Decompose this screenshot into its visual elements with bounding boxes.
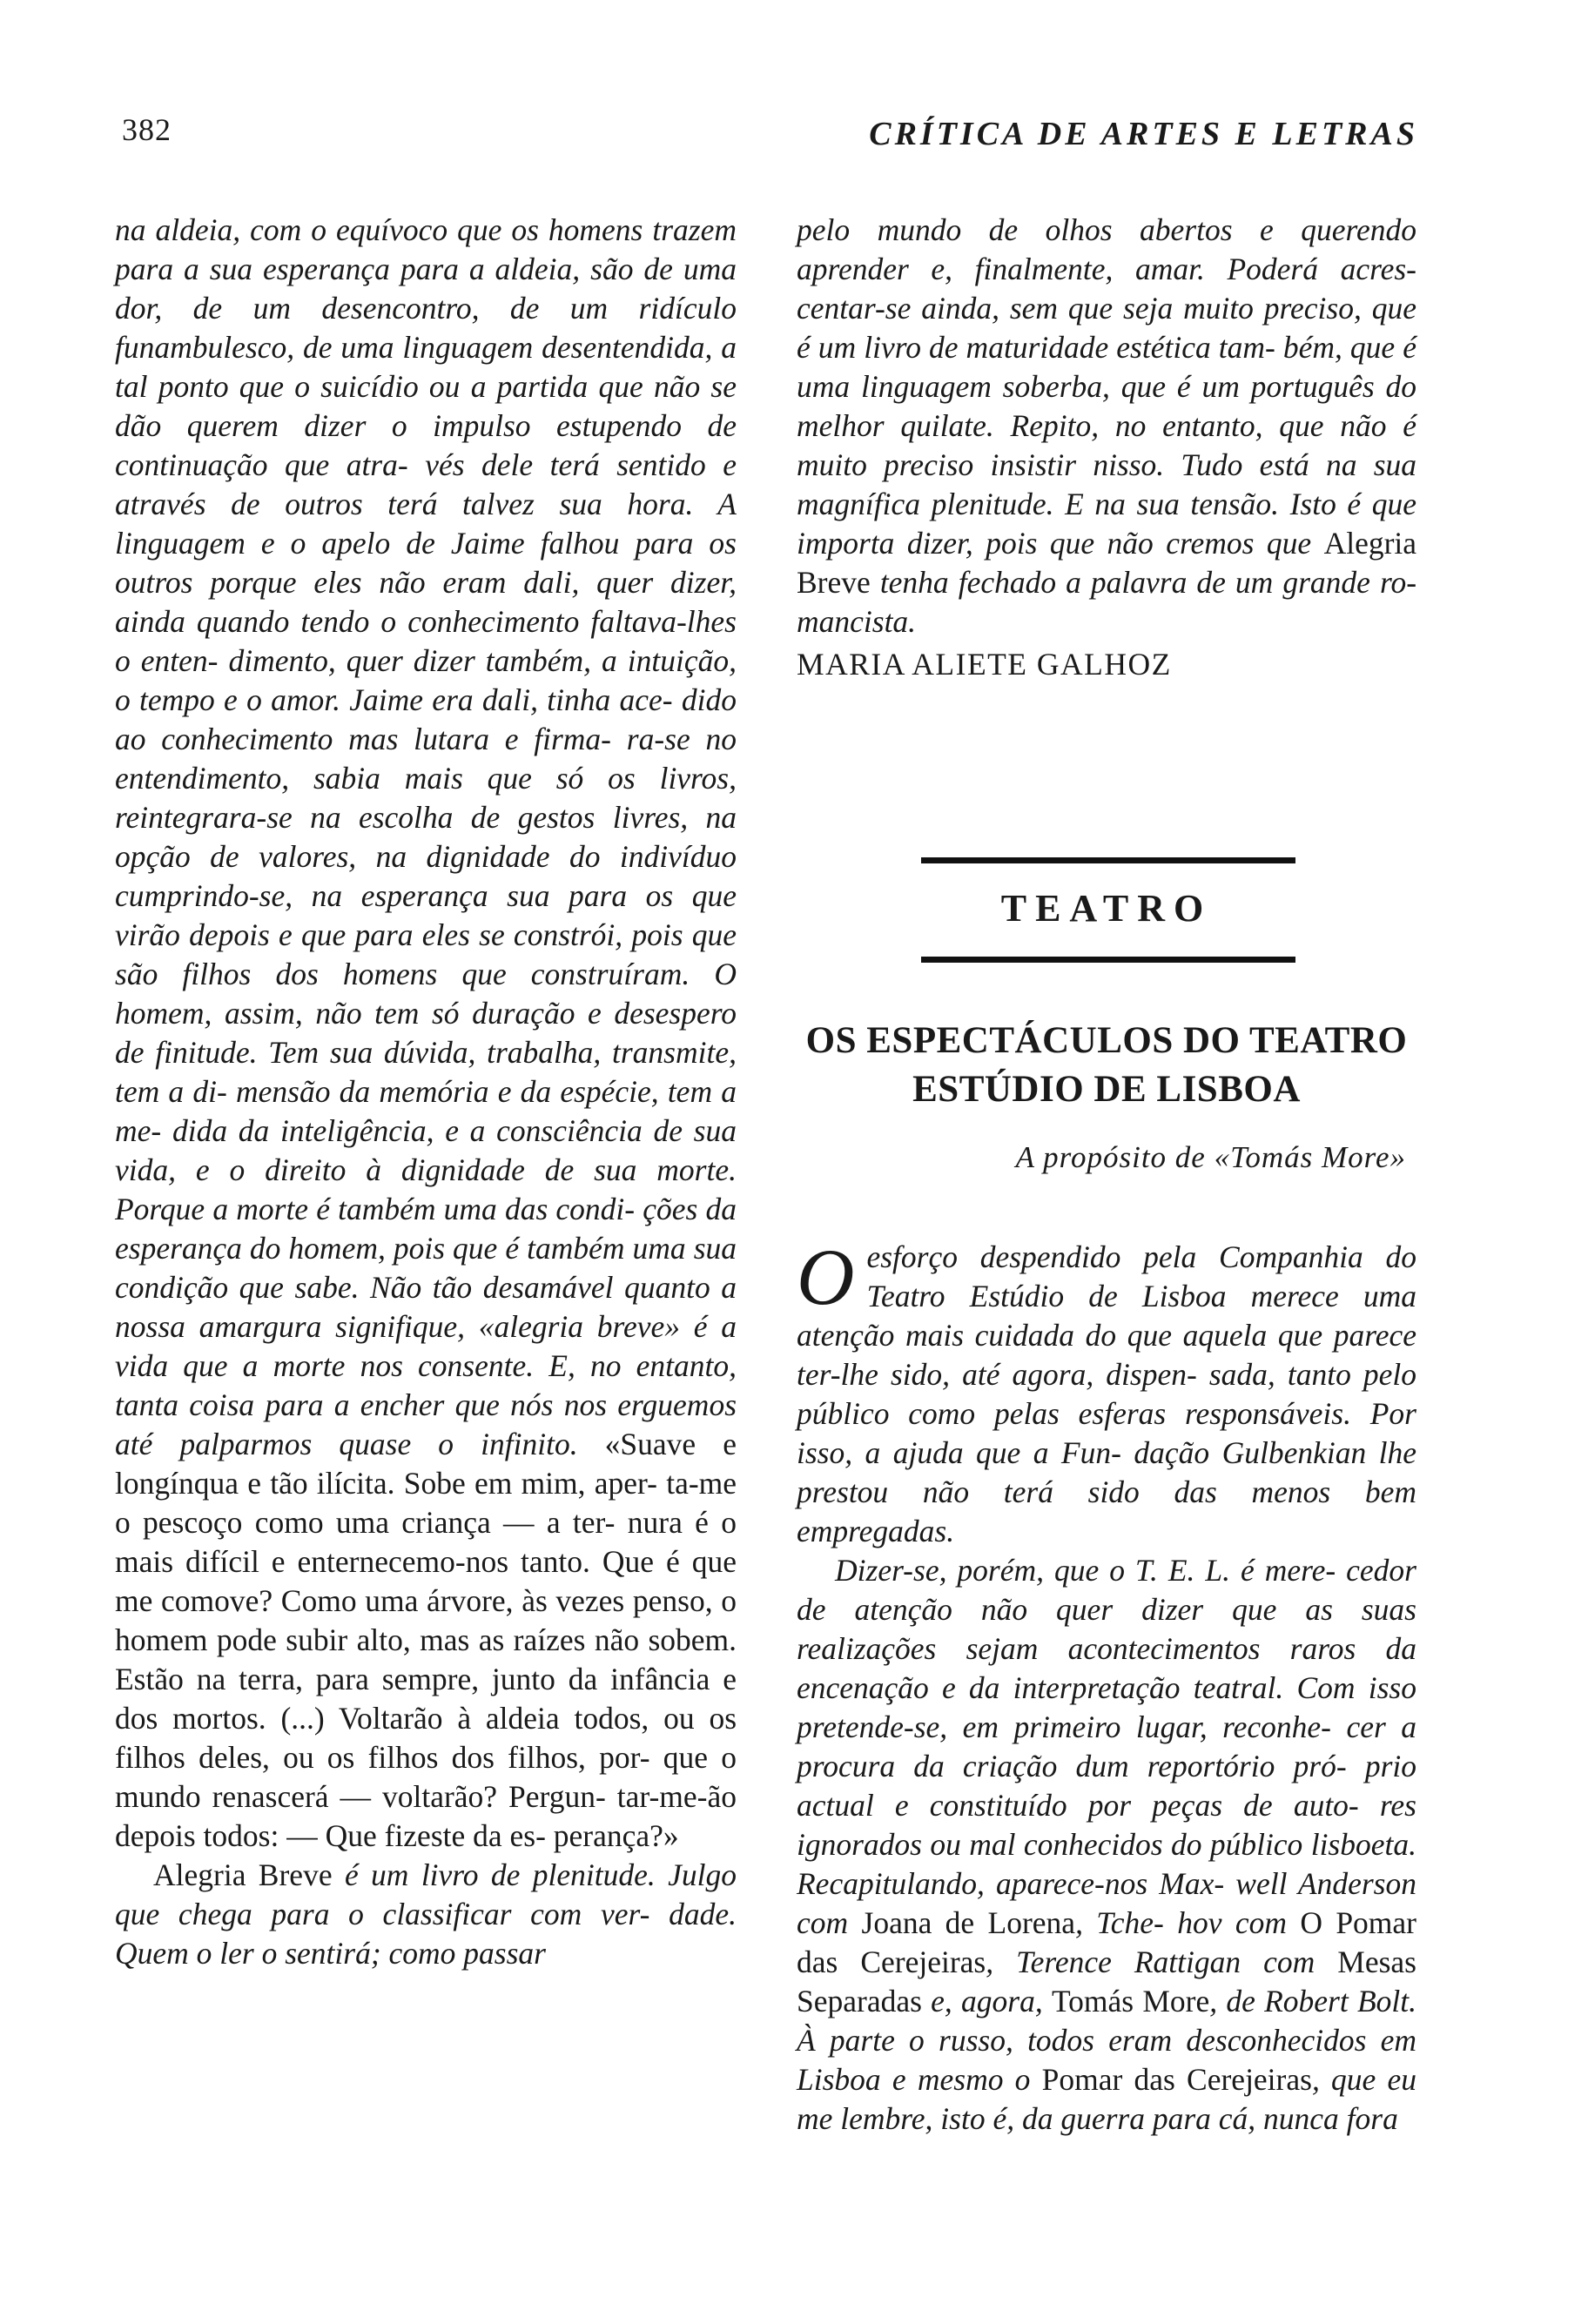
text-line: desentendida, a tal ponto que o suicídio ou: [115, 330, 737, 404]
text-line: vida, e o direito à dignidade de sua morte.: [115, 1152, 737, 1187]
text-line: bém, que é uma linguagem soberba, que é: [797, 330, 1416, 404]
text-line: terá talvez sua hora. A linguagem e o apelo: [115, 487, 737, 561]
text-line: encenação e da interpretação teatral. Com: [797, 1670, 1356, 1705]
text-line: sada, tanto pelo público como pelas esferas: [797, 1357, 1416, 1431]
text-line: atenção mais cuidada do que aquela: [797, 1318, 1268, 1353]
text-line: prio actual e constituído por peças de auto-: [797, 1749, 1416, 1823]
text-line: pois que não cremos que: [986, 526, 1324, 561]
text-line: só duração e desespero de finitude. Tem: [115, 996, 737, 1070]
text-line: lisboeta. Recapitulando, aparece-nos Max-: [797, 1827, 1416, 1901]
text-line: Rattigan com: [1134, 1945, 1338, 1979]
play-title: Pomar das Cerejeiras: [1041, 2062, 1312, 2097]
quote-line: árvore, às vezes penso, o homem pode subir: [115, 1583, 737, 1657]
text-line: até palparmos quase o infinito.: [115, 1427, 578, 1461]
text-line: esforço despendido pela Companhia do: [866, 1239, 1416, 1274]
article-body: [797, 1233, 1417, 2139]
text-line: é um livro de plenitude.: [332, 1857, 656, 1892]
text-line: impulso estupendo de continuação que atra-: [115, 408, 737, 482]
text-line: não eram dali, quer dizer, ainda quando: [115, 565, 737, 639]
text-line: centar-se ainda, sem que seja muito preciso,: [797, 291, 1362, 326]
author-signature: MARIA ALIETE GALHOZ: [797, 647, 1172, 682]
book-title: Alegria Breve: [153, 1857, 333, 1892]
text-line: aprender e, finalmente, amar. Poderá acres-: [797, 252, 1416, 286]
play-title: O Pomar das Cerejeiras: [797, 1905, 1416, 1979]
drop-cap: O: [797, 1233, 855, 1321]
text-line: dade. Quem o ler o sentirá; como passar: [115, 1897, 737, 1971]
running-head: CRÍTICA DE ARTES E LETRAS: [869, 116, 1418, 152]
headline-line: OS ESPECTÁCULOS DO TEATRO: [805, 1020, 1408, 1061]
quote-line: nura é o mais difícil e enternecemo-nos: [115, 1505, 737, 1579]
section-rule-bottom: [921, 957, 1295, 963]
text-line: well Anderson com: [797, 1866, 1416, 1940]
text-line: pelo mundo de olhos abertos e querendo: [797, 212, 1416, 247]
text-line: , de Robert Bolt. À parte o: [797, 1984, 1416, 2058]
text-line: sua dúvida, trabalha, transmite, tem a di-: [115, 1035, 737, 1109]
text-line: são de uma dor, de um desencontro, de um: [115, 252, 737, 326]
page-number: 382: [122, 112, 172, 147]
section-title: TEATRO: [1000, 887, 1213, 930]
quote-start: «Suave e: [604, 1427, 737, 1461]
text-line: mancista.: [797, 604, 917, 639]
article-subtitle: A propósito de «Tomás More»: [1015, 1140, 1406, 1174]
article-headline: [797, 1017, 1416, 1114]
text-line: se constrói, pois que são filhos dos homens: [115, 917, 737, 991]
text-line: e, agora,: [921, 1984, 1043, 2018]
text-line: de Jaime falhou para os outros porque eles: [115, 526, 737, 600]
text-line: lembre, isto é, da guerra para cá, nunca fora: [840, 2101, 1398, 2136]
play-title: Tomás More: [1051, 1984, 1210, 2018]
text-line: tendo o conhecimento faltava-lhes o enten-: [115, 604, 737, 678]
quote-line: mortos. (...) Voltarão à aldeia todos, ou: [172, 1701, 695, 1736]
section-rule-top: [921, 857, 1295, 863]
text-line: cer a procura da criação dum reportório pró-: [797, 1709, 1416, 1783]
right-column-review-end: [797, 211, 1416, 684]
text-line: , Terence: [986, 1945, 1112, 1979]
text-line: trazem para a sua esperança para a aldeia,: [115, 212, 737, 286]
text-line: cedor de atenção não quer dizer que as suas: [797, 1553, 1416, 1627]
text-line: que construíram. O homem, assim, não tem: [115, 957, 737, 1031]
text-line: dido ao conhecimento mas lutara e firma-: [115, 682, 737, 756]
text-line: realizações sejam acontecimentos raros da: [797, 1631, 1416, 1666]
text-line: , Tche-: [1075, 1905, 1164, 1940]
text-line: dida da inteligência, e a consciência de sua: [172, 1113, 737, 1148]
text-line: mensão da memória e da espécie, tem a me-: [115, 1074, 737, 1148]
quote-line: os filhos deles, ou os filhos dos filhos, por-: [115, 1701, 737, 1775]
text-line: indivíduo cumprindo-se, na esperança sua: [115, 839, 737, 913]
text-line: que parece ter-lhe sido, até agora, dispen-: [797, 1318, 1417, 1392]
text-line: e mesmo o: [892, 2062, 1042, 2097]
text-line: entanto, que não é muito preciso insistir: [797, 408, 1417, 482]
text-line: responsáveis. Por isso, a ajuda que a Fun-: [797, 1396, 1416, 1470]
text-line: tempo e o amor. Jaime era dali, tinha ace-: [139, 682, 673, 717]
quote-line: tar-me-ão depois todos: — Que fizeste da es-: [115, 1779, 737, 1853]
text-line: vés dele terá sentido e através de outros: [115, 447, 737, 521]
quote-line: que o mundo renascerá — voltarão? Pergun-: [115, 1740, 737, 1814]
text-line: russo, todos eram desconhecidos em Lisboa: [797, 2023, 1417, 2097]
text-line: Julgo que chega para o classificar com ver-: [115, 1857, 737, 1931]
text-line: a partida que não se dão querem dizer o: [115, 369, 737, 443]
text-line: signifique, «alegria breve» é a vida que a: [115, 1309, 737, 1383]
text-line: dação Gulbenkian lhe prestou não terá sido: [797, 1435, 1416, 1509]
quote-line: alto, mas as raízes não sobem. Estão na: [115, 1622, 737, 1696]
text-line: isso pretende-se, em primeiro lugar, reconhe-: [797, 1670, 1416, 1744]
text-line: , que eu me: [797, 2062, 1417, 2136]
text-line: E na sua tensão. Isto é que importa dizer,: [797, 487, 1417, 561]
text-line: Dizer-se, porém, que o T. E. L. é mere-: [835, 1553, 1336, 1588]
text-line: na aldeia, com o equívoco que os homens: [115, 212, 643, 247]
text-line: ções da esperança do homem, pois que é: [115, 1192, 737, 1266]
text-line: que é um livro de maturidade estética tam-: [797, 291, 1416, 365]
text-line: tenha fechado a palavra de um grande ro-: [879, 565, 1417, 600]
text-line: dimento, quer dizer também, a intuição, o: [115, 643, 737, 717]
text-line: tão desamável quanto a nossa amargura: [115, 1270, 737, 1344]
play-title: Joana de Lorena: [861, 1905, 1076, 1940]
text-line: também uma sua condição que sabe. Não: [115, 1231, 737, 1305]
text-line: para os que virão depois e que para eles: [115, 878, 737, 952]
text-line: um português do melhor quilate. Repito, no: [797, 369, 1417, 443]
text-line: hov com: [1177, 1905, 1301, 1940]
text-line: coisa para a encher que nós nos erguemos: [189, 1387, 737, 1422]
text-line: nisso. Tudo está na sua magnífica plenitude.: [797, 447, 1417, 521]
article-paragraph-2: [797, 1551, 1416, 2139]
headline-line: ESTÚDIO DE LISBOA: [912, 1069, 1301, 1110]
left-column: [115, 211, 737, 1973]
text-line: das menos bem empregadas.: [797, 1474, 1416, 1548]
text-line: ra-se no entendimento, sabia mais que só os: [115, 722, 737, 796]
quote-line: longínqua e tão ilícita. Sobe em mim, aper-: [115, 1466, 657, 1501]
text-line: morte nos consente. E, no entanto, tanta: [115, 1348, 737, 1422]
left-paragraph-1: [115, 211, 737, 1856]
book-title: Alegria Breve: [797, 526, 1417, 600]
article-paragraph-1: [797, 1233, 1417, 1551]
text-line: Porque a morte é também uma das condi-: [115, 1192, 636, 1226]
right-paragraph-1: [797, 211, 1416, 641]
left-paragraph-2: [115, 1856, 737, 1973]
text-line: livres, na opção de valores, na dignidade do: [115, 800, 737, 874]
quote-line: tanto. Que é que me comove? Como uma: [115, 1544, 737, 1618]
text-line: livros, reintegrara-se na escolha de gestos: [115, 761, 737, 835]
quote-line: perança?»: [553, 1818, 679, 1853]
quote-line: ta-me o pescoço como uma criança — a ter-: [115, 1466, 737, 1540]
text-line: Teatro Estúdio de Lisboa merece uma: [866, 1279, 1416, 1313]
text-line: res ignorados ou mal conhecidos do público: [797, 1788, 1416, 1862]
text-line: ridículo funambulesco, de uma linguagem: [115, 291, 737, 365]
quote-line: terra, para sempre, junto da infância e dos: [115, 1662, 737, 1736]
play-title: Mesas Separadas: [797, 1945, 1416, 2018]
